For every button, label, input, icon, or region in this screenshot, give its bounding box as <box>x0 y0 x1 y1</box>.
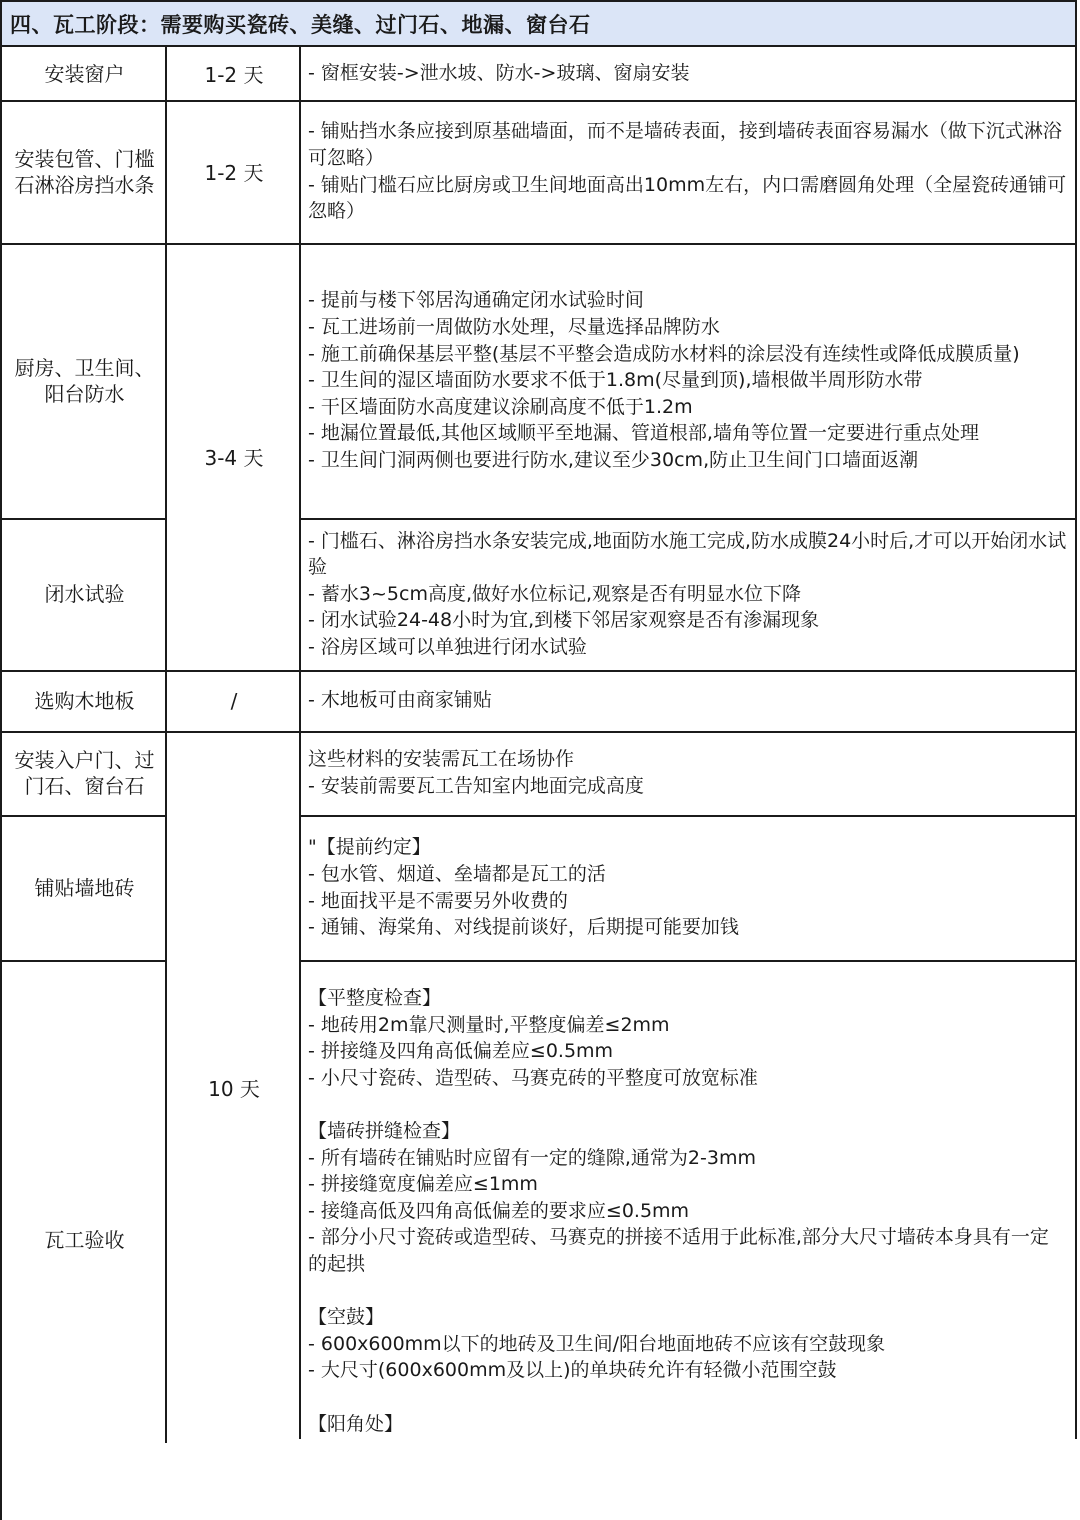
task-notes-waterproofing <box>299 243 1077 520</box>
note-line: - 包水管、烟道、垒墙都是瓦工的活 <box>308 862 606 885</box>
note-line: - 通铺、海棠角、对线提前谈好，后期提可能要加钱 <box>308 916 739 939</box>
note-line: - 部分小尺寸瓷砖或造型砖、马赛克的拼接不适用于此标准,部分大尺寸墙砖本身具有一定的起拱 <box>308 1226 1049 1275</box>
task-duration-install-windows: 1-2 天 <box>165 47 301 102</box>
note-line: - 瓦工进场前一周做防水处理，尽量选择品牌防水 <box>308 316 720 339</box>
task-name-lay-tiles: 铺贴墙地砖 <box>0 815 167 962</box>
note-line: "【提前约定】 <box>308 836 431 859</box>
task-notes-install-windows <box>299 47 1077 102</box>
task-name-closed-water-test: 闭水试验 <box>0 518 167 672</box>
note-line: - 窗框安装->泄水坡、防水->玻璃、窗扇安装 <box>308 62 690 85</box>
task-name-install-threshold: 安装包管、门槛石淋浴房挡水条 <box>0 100 167 245</box>
task-notes-install-entry-door <box>299 731 1077 817</box>
note-line: - 干区墙面防水高度建议涂刷高度不低于1.2m <box>308 395 693 418</box>
task-name-waterproofing: 厨房、卫生间、阳台防水 <box>0 243 167 520</box>
note-line <box>308 1278 1067 1305</box>
note-line: - 木地板可由商家铺贴 <box>308 689 492 712</box>
note-line: 【平整度检查】 <box>308 987 442 1009</box>
note-line: - 拼接缝及四角高低偏差应≤0.5mm <box>308 1040 614 1063</box>
note-line: - 施工前确保基层平整(基层不平整会造成防水材料的涂层没有连续性或降低成膜质量) <box>308 342 1020 365</box>
task-notes-closed-water-test <box>299 518 1077 672</box>
note-line <box>308 1384 1067 1411</box>
task-name-install-entry-door: 安装入户门、过门石、窗台石 <box>0 731 167 817</box>
note-line: - 卫生间门洞两侧也要进行防水,建议至少30cm,防止卫生间门口墙面返潮 <box>308 448 919 471</box>
note-line: - 拼接缝宽度偏差应≤1mm <box>308 1173 538 1196</box>
task-name-tile-acceptance: 瓦工验收 <box>0 960 167 1520</box>
note-line: - 门槛石、淋浴房挡水条安装完成,地面防水施工完成,防水成膜24小时后,才可以开始闭水试验 <box>308 529 1067 579</box>
note-line: - 接缝高低及四角高低偏差的要求应≤0.5mm <box>308 1199 690 1222</box>
note-line: - 安装前需要瓦工告知室内地面完成高度 <box>308 775 644 797</box>
task-notes-tile-acceptance <box>299 960 1077 1439</box>
note-line: 【空鼓】 <box>308 1306 385 1329</box>
note-line: - 蓄水3~5cm高度,做好水位标记,观察是否有明显水位下降 <box>308 582 802 605</box>
note-line: - 地面找平是不需要另外收费的 <box>308 889 568 912</box>
note-line: - 卫生间的湿区墙面防水要求不低于1.8m(尽量到顶),墙根做半周形防水带 <box>308 369 923 392</box>
task-duration-tile-work: 10 天 <box>165 731 301 1443</box>
note-line: 【墙砖拼缝检查】 <box>308 1119 461 1142</box>
note-line: - 提前与楼下邻居沟通确定闭水试验时间 <box>308 289 644 312</box>
task-name-buy-wood-floor: 选购木地板 <box>0 670 167 733</box>
task-notes-buy-wood-floor <box>299 670 1077 733</box>
note-line: - 小尺寸瓷砖、造型砖、马赛克砖的平整度可放宽标准 <box>308 1066 758 1089</box>
note-line: - 所有墙砖在铺贴时应留有一定的缝隙,通常为2-3mm <box>308 1146 756 1169</box>
section-header: 四、瓦工阶段：需要购买瓷砖、美缝、过门石、地漏、窗台石 <box>0 0 1077 47</box>
note-line: - 铺贴门槛石应比厨房或卫生间地面高出10mm左右，内口需磨圆角处理（全屋瓷砖通铺可忽略） <box>308 173 1067 223</box>
note-line: 这些材料的安装需瓦工在场协作 <box>308 748 575 771</box>
task-duration-waterproofing: 3-4 天 <box>165 243 301 672</box>
task-duration-buy-wood-floor: / <box>165 670 301 733</box>
task-duration-install-threshold: 1-2 天 <box>165 100 301 245</box>
task-notes-install-threshold <box>299 100 1077 245</box>
note-line <box>308 1091 1067 1118</box>
note-line: - 地砖用2m靠尺测量时,平整度偏差≤2mm <box>308 1013 670 1036</box>
task-name-install-windows: 安装窗户 <box>0 47 167 102</box>
note-line: - 600x600mm以下的地砖及卫生间/阳台地面地砖不应该有空鼓现象 <box>308 1332 886 1355</box>
note-line: 【阳角处】 <box>308 1412 404 1435</box>
note-line: - 铺贴挡水条应接到原基础墙面，而不是墙砖表面，接到墙砖表面容易漏水（做下沉式淋浴可忽略） <box>308 120 1062 169</box>
note-line: - 浴房区域可以单独进行闭水试验 <box>308 635 587 658</box>
note-line: - 地漏位置最低,其他区域顺平至地漏、管道根部,墙角等位置一定要进行重点处理 <box>308 422 979 445</box>
note-line: - 大尺寸(600x600mm及以上)的单块砖允许有轻微小范围空鼓 <box>308 1359 837 1382</box>
task-notes-lay-tiles <box>299 815 1077 962</box>
note-line: - 闭水试验24-48小时为宜,到楼下邻居家观察是否有渗漏现象 <box>308 609 820 632</box>
